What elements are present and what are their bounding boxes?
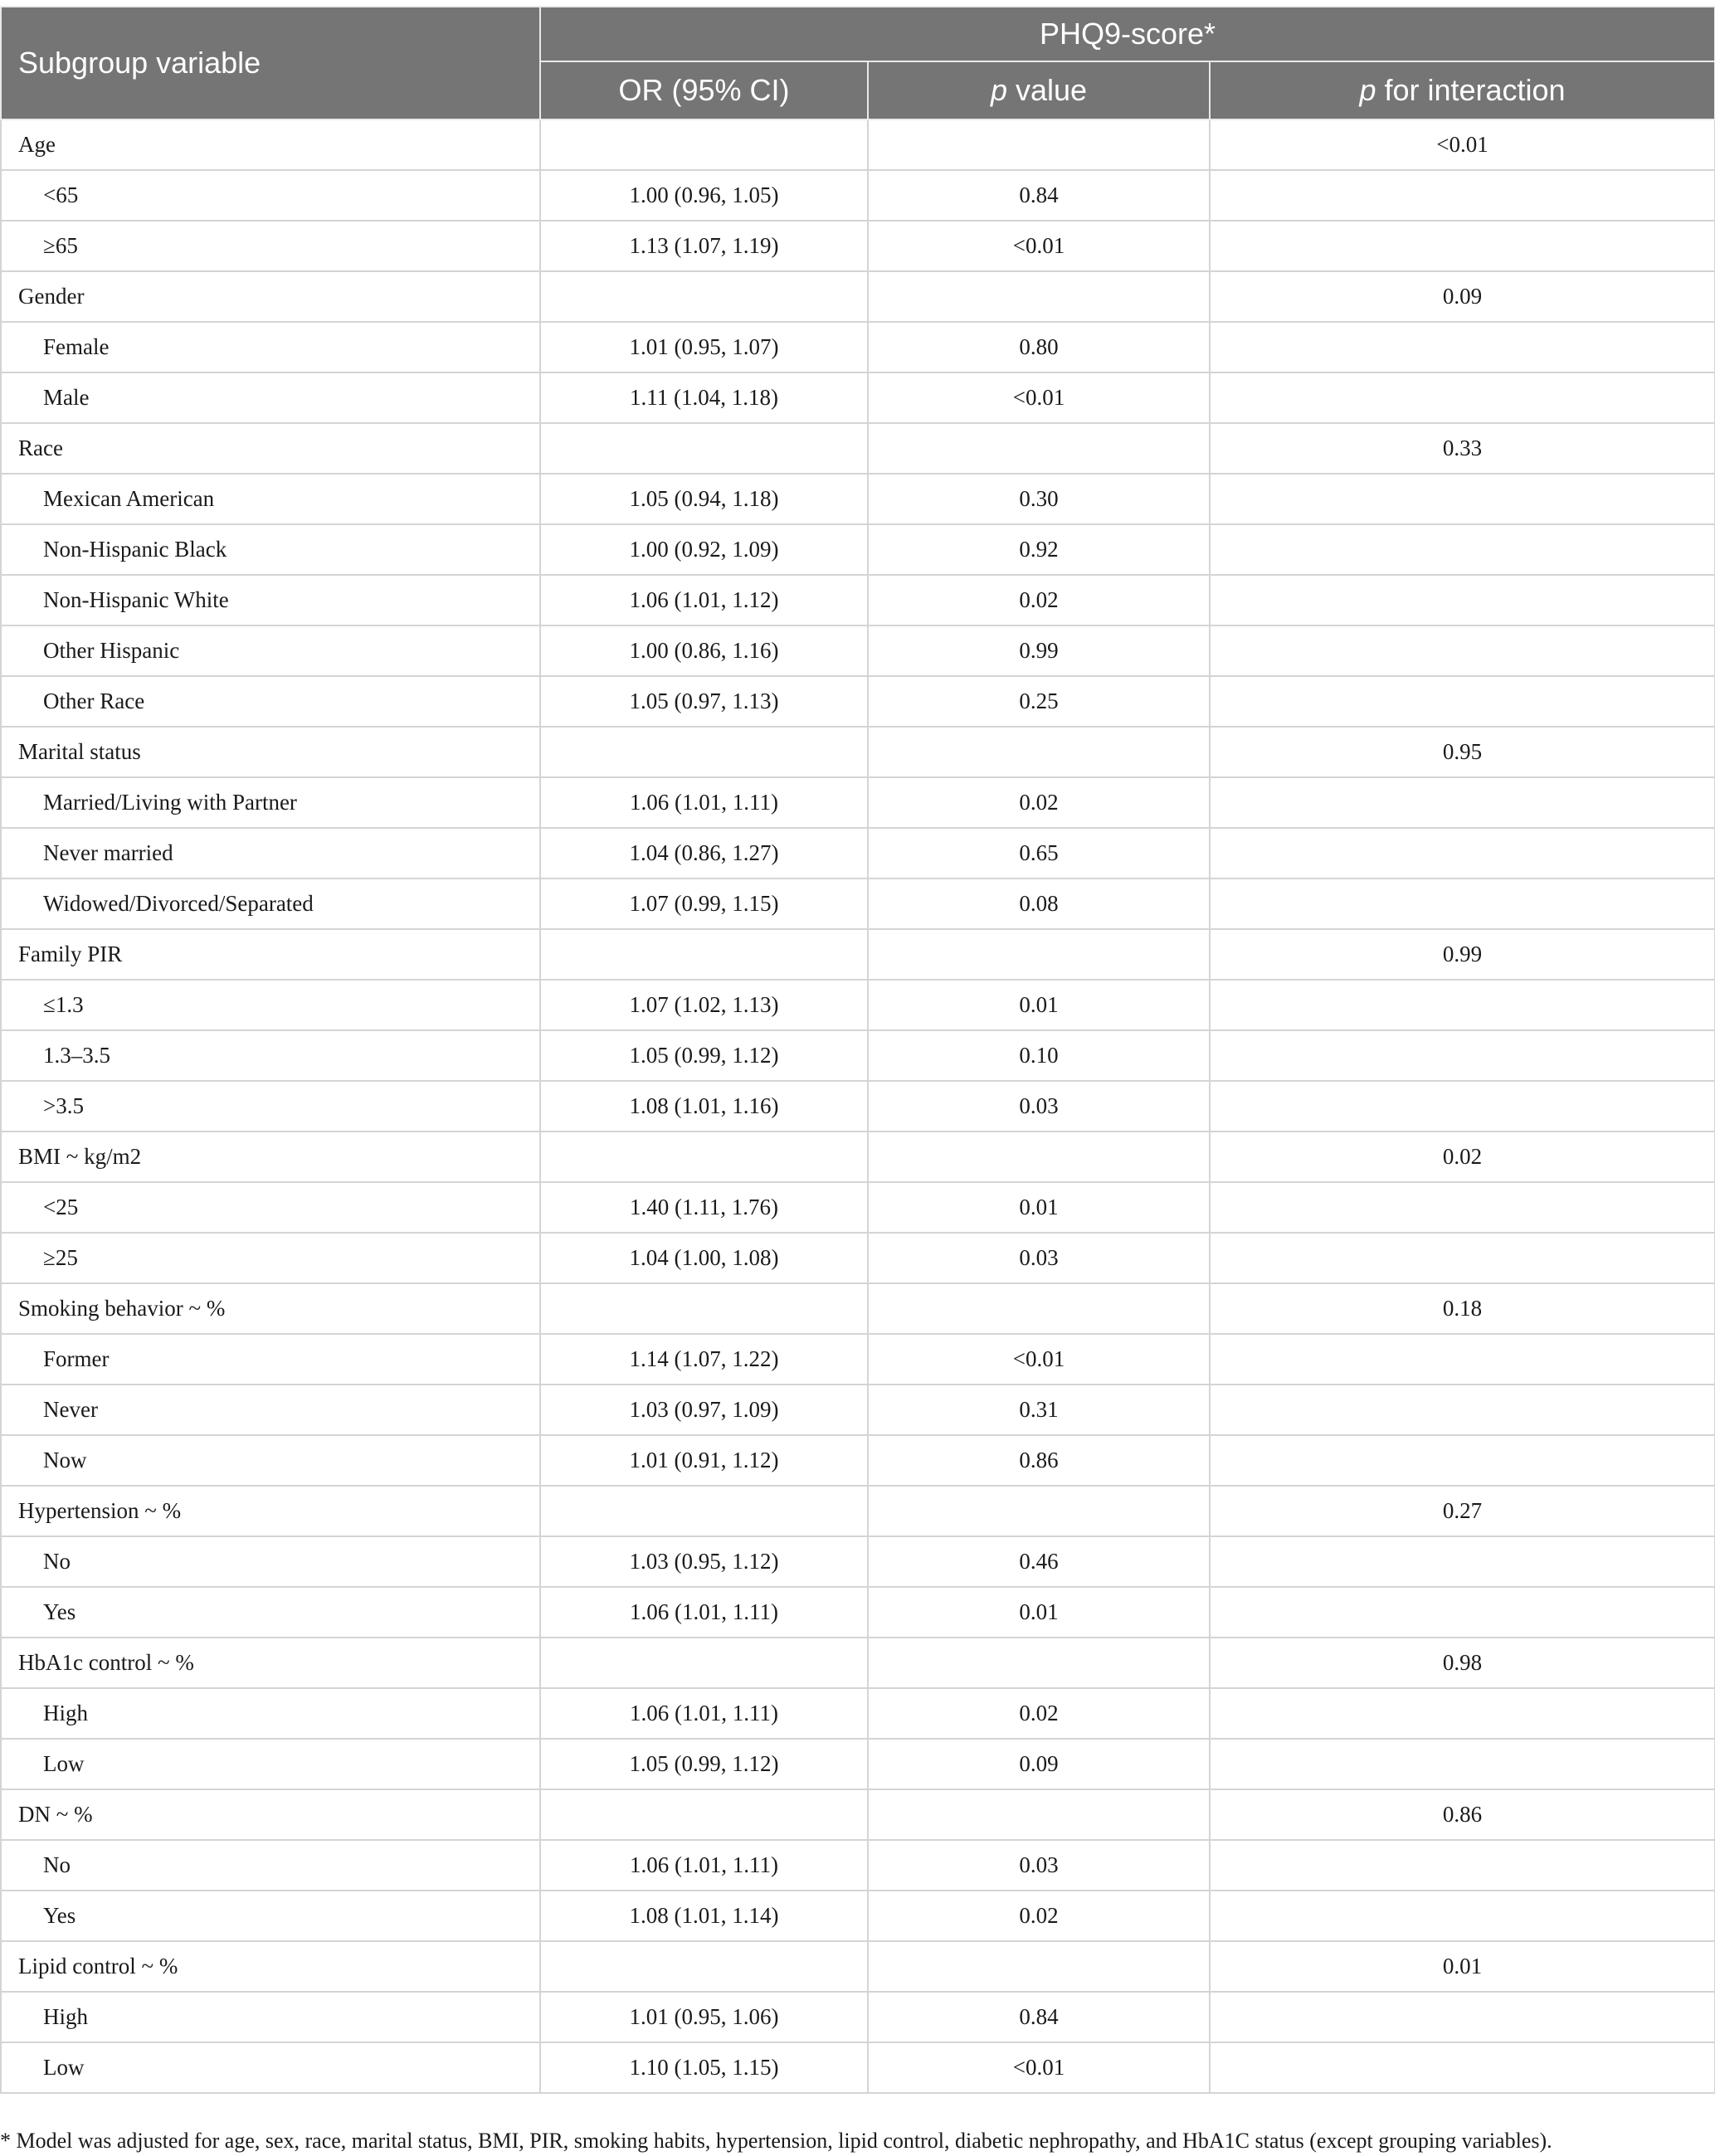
subgroup-row <box>1 1081 1715 1132</box>
or-ci-cell: 1.03 (0.95, 1.12) <box>540 1536 868 1587</box>
group-label: Race <box>1 423 540 474</box>
table-footnote: * Model was adjusted for age, sex, race, marital status, BMI, PIR, smoking habits, hypertension, lipid control, diabetic nephropathy, and HbA1C status (except grouping variables). <box>0 2129 1552 2153</box>
or-ci-cell: 1.06 (1.01, 1.11) <box>540 777 868 828</box>
subgroup-label: Widowed/Divorced/Separated <box>1 878 540 929</box>
p-interaction-cell <box>1210 372 1715 423</box>
or-ci-cell <box>540 727 868 777</box>
subgroup-row <box>1 1688 1715 1739</box>
p-interaction-cell <box>1210 625 1715 676</box>
p-value-cell <box>868 271 1210 322</box>
or-ci-cell <box>540 1941 868 1992</box>
p-interaction-cell <box>1210 1334 1715 1385</box>
subgroup-row <box>1 1385 1715 1435</box>
subgroup-label: <65 <box>1 170 540 221</box>
group-label: Lipid control ~ % <box>1 1941 540 1992</box>
or-ci-cell: 1.06 (1.01, 1.11) <box>540 1688 868 1739</box>
p-interaction-cell <box>1210 1233 1715 1283</box>
subgroup-label: Non-Hispanic Black <box>1 524 540 575</box>
p-interaction-cell <box>1210 524 1715 575</box>
or-ci-cell <box>540 119 868 170</box>
subgroup-row <box>1 625 1715 676</box>
p-interaction-cell <box>1210 1688 1715 1739</box>
subgroup-row <box>1 1840 1715 1891</box>
p-interaction-header-italic: p <box>1359 73 1376 107</box>
p-value-cell: 0.10 <box>868 1030 1210 1081</box>
subgroup-row <box>1 980 1715 1030</box>
subgroup-label: Married/Living with Partner <box>1 777 540 828</box>
or-ci-cell: 1.11 (1.04, 1.18) <box>540 372 868 423</box>
subgroup-row <box>1 1030 1715 1081</box>
p-value-cell: 0.02 <box>868 777 1210 828</box>
p-value-cell: 0.02 <box>868 575 1210 625</box>
subgroup-row <box>1 1233 1715 1283</box>
group-row <box>1 271 1715 322</box>
subgroup-label: No <box>1 1840 540 1891</box>
or-ci-cell: 1.00 (0.96, 1.05) <box>540 170 868 221</box>
p-value-cell: <0.01 <box>868 372 1210 423</box>
header-row-top <box>1 7 1715 61</box>
or-ci-cell: 1.08 (1.01, 1.14) <box>540 1891 868 1941</box>
or-ci-cell: 1.04 (0.86, 1.27) <box>540 828 868 878</box>
group-row <box>1 119 1715 170</box>
p-interaction-cell <box>1210 1536 1715 1587</box>
subgroup-label: Low <box>1 2042 540 2093</box>
subgroup-label: Former <box>1 1334 540 1385</box>
subgroup-label: Other Hispanic <box>1 625 540 676</box>
p-value-cell <box>868 119 1210 170</box>
subgroup-label: >3.5 <box>1 1081 540 1132</box>
subgroup-row <box>1 1739 1715 1789</box>
or-ci-cell: 1.01 (0.91, 1.12) <box>540 1435 868 1486</box>
subgroup-label: Yes <box>1 1587 540 1638</box>
or-ci-cell: 1.14 (1.07, 1.22) <box>540 1334 868 1385</box>
p-interaction-header <box>1210 61 1715 119</box>
p-interaction-cell <box>1210 221 1715 271</box>
subgroup-label: Yes <box>1 1891 540 1941</box>
subgroup-row <box>1 828 1715 878</box>
p-interaction-cell: 0.99 <box>1210 929 1715 980</box>
subgroup-row <box>1 1992 1715 2042</box>
p-value-cell: 0.03 <box>868 1233 1210 1283</box>
subgroup-label: Male <box>1 372 540 423</box>
subgroup-row <box>1 1587 1715 1638</box>
subgroup-row <box>1 322 1715 372</box>
p-value-cell <box>868 1132 1210 1182</box>
p-value-cell <box>868 1638 1210 1688</box>
p-value-cell <box>868 929 1210 980</box>
subgroup-variable-header: Subgroup variable <box>1 7 540 119</box>
subgroup-label: Never <box>1 1385 540 1435</box>
p-interaction-cell: 0.09 <box>1210 271 1715 322</box>
p-value-cell: 0.46 <box>868 1536 1210 1587</box>
p-value-cell: 0.03 <box>868 1840 1210 1891</box>
group-label: BMI ~ kg/m2 <box>1 1132 540 1182</box>
p-interaction-cell <box>1210 575 1715 625</box>
p-value-header <box>868 61 1210 119</box>
or-ci-cell: 1.40 (1.11, 1.76) <box>540 1182 868 1233</box>
p-value-cell <box>868 423 1210 474</box>
p-value-cell <box>868 1941 1210 1992</box>
p-interaction-cell: 0.33 <box>1210 423 1715 474</box>
p-value-cell <box>868 727 1210 777</box>
p-value-cell: 0.80 <box>868 322 1210 372</box>
p-value-cell: 0.25 <box>868 676 1210 727</box>
subgroup-label: Female <box>1 322 540 372</box>
p-interaction-cell <box>1210 1081 1715 1132</box>
p-value-cell: 0.84 <box>868 1992 1210 2042</box>
subgroup-row <box>1 524 1715 575</box>
group-row <box>1 1638 1715 1688</box>
table-body <box>1 119 1715 2093</box>
p-value-cell: 0.30 <box>868 474 1210 524</box>
p-interaction-cell: 0.95 <box>1210 727 1715 777</box>
or-ci-cell: 1.10 (1.05, 1.15) <box>540 2042 868 2093</box>
p-value-cell <box>868 1789 1210 1840</box>
or-ci-cell: 1.07 (1.02, 1.13) <box>540 980 868 1030</box>
or-ci-cell: 1.07 (0.99, 1.15) <box>540 878 868 929</box>
p-interaction-cell <box>1210 980 1715 1030</box>
group-row <box>1 1941 1715 1992</box>
group-row <box>1 1789 1715 1840</box>
group-label: Hypertension ~ % <box>1 1486 540 1536</box>
or-ci-cell <box>540 1283 868 1334</box>
group-row <box>1 423 1715 474</box>
p-interaction-cell <box>1210 1385 1715 1435</box>
p-interaction-cell <box>1210 676 1715 727</box>
or-ci-cell: 1.06 (1.01, 1.12) <box>540 575 868 625</box>
p-value-cell: 0.65 <box>868 828 1210 878</box>
group-label: Marital status <box>1 727 540 777</box>
or-ci-cell <box>540 423 868 474</box>
p-value-cell: <0.01 <box>868 1334 1210 1385</box>
p-value-cell: 0.01 <box>868 1587 1210 1638</box>
p-value-cell: <0.01 <box>868 221 1210 271</box>
subgroup-row <box>1 1334 1715 1385</box>
subgroup-row <box>1 777 1715 828</box>
group-label: HbA1c control ~ % <box>1 1638 540 1688</box>
p-value-cell: 0.02 <box>868 1891 1210 1941</box>
group-label: Smoking behavior ~ % <box>1 1283 540 1334</box>
group-row <box>1 1132 1715 1182</box>
group-label: Gender <box>1 271 540 322</box>
subgroup-label: ≤1.3 <box>1 980 540 1030</box>
p-value-cell: <0.01 <box>868 2042 1210 2093</box>
subgroup-label: 1.3–3.5 <box>1 1030 540 1081</box>
subgroup-label: ≥25 <box>1 1233 540 1283</box>
p-interaction-cell <box>1210 777 1715 828</box>
p-interaction-cell <box>1210 1891 1715 1941</box>
subgroup-row <box>1 676 1715 727</box>
or-ci-header: OR (95% CI) <box>540 61 868 119</box>
group-row <box>1 929 1715 980</box>
p-value-cell: 0.01 <box>868 1182 1210 1233</box>
p-interaction-cell: 0.01 <box>1210 1941 1715 1992</box>
p-interaction-cell: 0.98 <box>1210 1638 1715 1688</box>
subgroup-label: <25 <box>1 1182 540 1233</box>
p-value-cell: 0.99 <box>868 625 1210 676</box>
subgroup-row <box>1 170 1715 221</box>
subgroup-row <box>1 1891 1715 1941</box>
or-ci-cell: 1.01 (0.95, 1.07) <box>540 322 868 372</box>
p-interaction-cell <box>1210 1030 1715 1081</box>
or-ci-cell: 1.01 (0.95, 1.06) <box>540 1992 868 2042</box>
subgroup-row <box>1 2042 1715 2093</box>
or-ci-cell: 1.04 (1.00, 1.08) <box>540 1233 868 1283</box>
subgroup-row <box>1 474 1715 524</box>
subgroup-label: Non-Hispanic White <box>1 575 540 625</box>
or-ci-cell: 1.00 (0.86, 1.16) <box>540 625 868 676</box>
or-ci-cell: 1.05 (0.94, 1.18) <box>540 474 868 524</box>
subgroup-row <box>1 221 1715 271</box>
outcome-header: PHQ9-score* <box>540 7 1715 61</box>
p-interaction-cell <box>1210 2042 1715 2093</box>
subgroup-label: High <box>1 1688 540 1739</box>
or-ci-cell <box>540 271 868 322</box>
p-interaction-cell <box>1210 1435 1715 1486</box>
p-value-cell: 0.86 <box>868 1435 1210 1486</box>
p-interaction-cell <box>1210 1840 1715 1891</box>
p-value-cell <box>868 1486 1210 1536</box>
subgroup-row <box>1 575 1715 625</box>
p-value-header-rest: value <box>1006 73 1088 107</box>
p-interaction-cell <box>1210 1739 1715 1789</box>
or-ci-cell <box>540 1789 868 1840</box>
subgroup-label: ≥65 <box>1 221 540 271</box>
subgroup-row <box>1 1182 1715 1233</box>
or-ci-cell <box>540 1132 868 1182</box>
subgroup-analysis-table <box>0 6 1715 2094</box>
p-interaction-cell <box>1210 878 1715 929</box>
p-interaction-cell: 0.27 <box>1210 1486 1715 1536</box>
or-ci-cell <box>540 1486 868 1536</box>
subgroup-label: Never married <box>1 828 540 878</box>
p-value-cell <box>868 1283 1210 1334</box>
p-value-cell: 0.09 <box>868 1739 1210 1789</box>
subgroup-row <box>1 1536 1715 1587</box>
p-value-header-italic: p <box>990 73 1007 107</box>
p-interaction-cell: 0.86 <box>1210 1789 1715 1840</box>
table-header <box>1 7 1715 119</box>
or-ci-cell: 1.03 (0.97, 1.09) <box>540 1385 868 1435</box>
p-value-cell: 0.01 <box>868 980 1210 1030</box>
p-interaction-cell <box>1210 170 1715 221</box>
p-interaction-cell <box>1210 1182 1715 1233</box>
p-interaction-header-rest: for interaction <box>1376 73 1566 107</box>
or-ci-cell: 1.06 (1.01, 1.11) <box>540 1840 868 1891</box>
p-interaction-cell <box>1210 1992 1715 2042</box>
or-ci-cell: 1.05 (0.99, 1.12) <box>540 1030 868 1081</box>
p-value-cell: 0.02 <box>868 1688 1210 1739</box>
subgroup-label: No <box>1 1536 540 1587</box>
p-value-cell: 0.08 <box>868 878 1210 929</box>
or-ci-cell: 1.08 (1.01, 1.16) <box>540 1081 868 1132</box>
or-ci-cell: 1.05 (0.99, 1.12) <box>540 1739 868 1789</box>
or-ci-cell <box>540 929 868 980</box>
p-value-cell: 0.84 <box>868 170 1210 221</box>
subgroup-label: Now <box>1 1435 540 1486</box>
subgroup-label: High <box>1 1992 540 2042</box>
or-ci-cell <box>540 1638 868 1688</box>
subgroup-row <box>1 1435 1715 1486</box>
p-interaction-cell: 0.02 <box>1210 1132 1715 1182</box>
subgroup-row <box>1 878 1715 929</box>
p-value-cell: 0.03 <box>868 1081 1210 1132</box>
group-label: DN ~ % <box>1 1789 540 1840</box>
or-ci-cell: 1.06 (1.01, 1.11) <box>540 1587 868 1638</box>
group-label: Family PIR <box>1 929 540 980</box>
p-interaction-cell: 0.18 <box>1210 1283 1715 1334</box>
subgroup-label: Mexican American <box>1 474 540 524</box>
or-ci-cell: 1.00 (0.92, 1.09) <box>540 524 868 575</box>
subgroup-row <box>1 372 1715 423</box>
group-row <box>1 1486 1715 1536</box>
p-value-cell: 0.92 <box>868 524 1210 575</box>
group-row <box>1 1283 1715 1334</box>
or-ci-cell: 1.13 (1.07, 1.19) <box>540 221 868 271</box>
or-ci-cell: 1.05 (0.97, 1.13) <box>540 676 868 727</box>
p-interaction-cell <box>1210 828 1715 878</box>
p-value-cell: 0.31 <box>868 1385 1210 1435</box>
p-interaction-cell <box>1210 322 1715 372</box>
group-row <box>1 727 1715 777</box>
group-label: Age <box>1 119 540 170</box>
p-interaction-cell: <0.01 <box>1210 119 1715 170</box>
p-interaction-cell <box>1210 1587 1715 1638</box>
subgroup-label: Other Race <box>1 676 540 727</box>
subgroup-label: Low <box>1 1739 540 1789</box>
p-interaction-cell <box>1210 474 1715 524</box>
